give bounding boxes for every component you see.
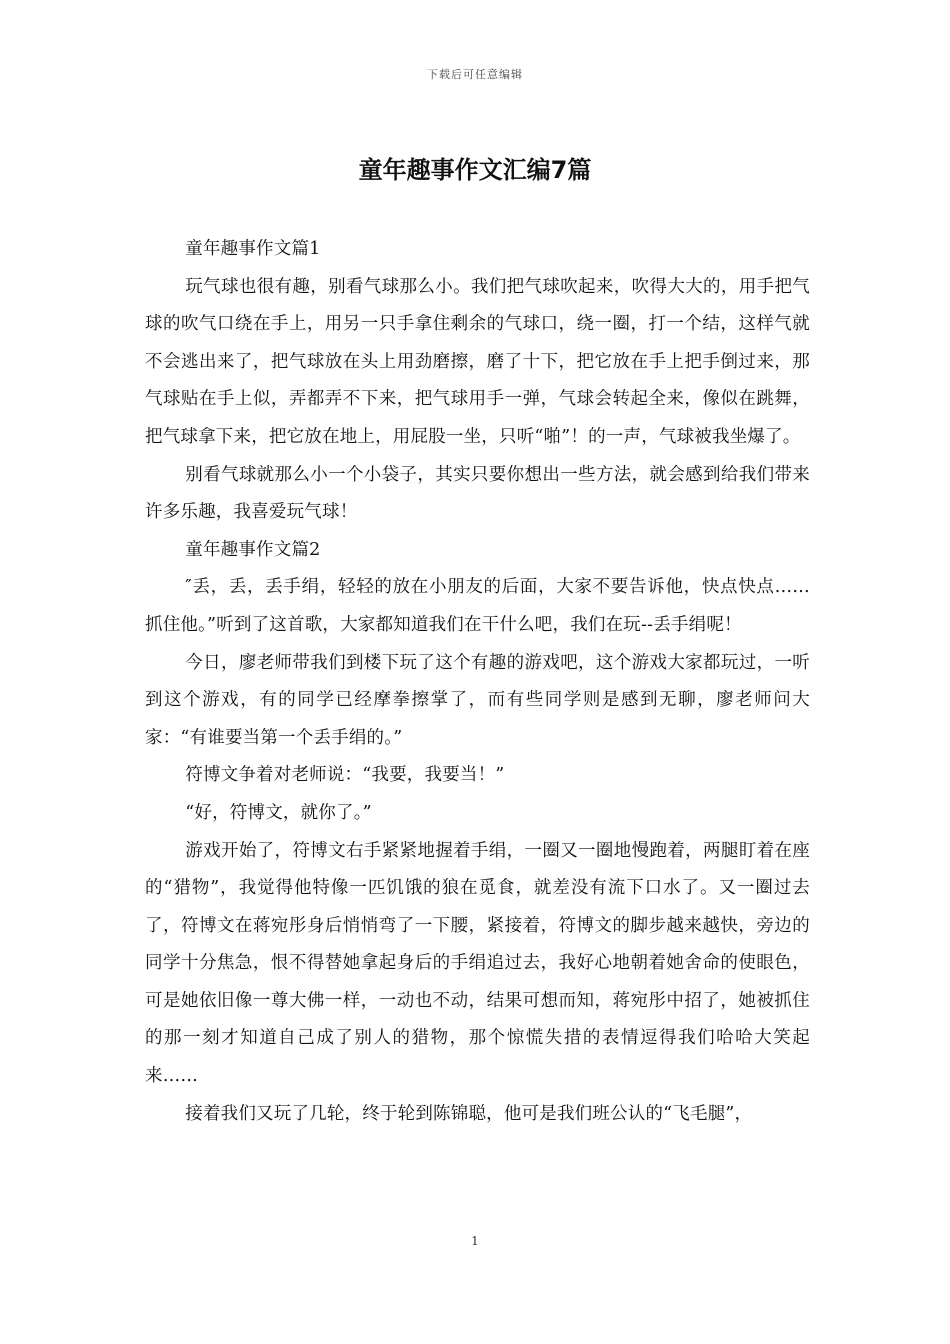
paragraph: ″丢，丢，丢手绢，轻轻的放在小朋友的后面，大家不要告诉他，快点快点……抓住他。”听到了这首歌，大家都知道我们在干什么吧，我们在玩--丢手绢呢！: [145, 577, 810, 635]
header-note: 下载后可任意编辑: [427, 68, 523, 81]
document-body: [145, 231, 810, 1133]
page-number: 1: [471, 1234, 479, 1248]
section-heading-2: 童年趣事作文篇2: [185, 539, 321, 560]
paragraph: 玩气球也很有趣，别看气球那么小。我们把气球吹起来，吹得大大的，用手把气球的吹气口绕在手上，用另一只手拿住剩余的气球口，绕一圈，打一个结，这样气就不会逃出来了，把气球放在头上用劲磨擦，磨了十下，把它放在手上把手倒过来，那气球贴在手上似，弄都弄不下来，把气球用手一弹，气球会转起全来，像似在跳舞，把气球拿下来，把它放在地上，用屁股一坐，只听“啪”！的一声，气球被我坐爆了。: [145, 276, 810, 447]
paragraph: 符博文争着对老师说：“我要，我要当！”: [185, 765, 505, 786]
document-title: 童年趣事作文汇编7篇: [358, 156, 592, 184]
paragraph: 接着我们又玩了几轮，终于轮到陈锦聪，他可是我们班公认的“飞毛腿”，: [185, 1103, 753, 1124]
paragraph: 今日，廖老师带我们到楼下玩了这个有趣的游戏吧，这个游戏大家都玩过，一听到这个游戏，有的同学已经摩拳擦掌了，而有些同学则是感到无聊，廖老师问大家：“有谁要当第一个丢手绢的。”: [145, 652, 810, 748]
paragraph: 游戏开始了，符博文右手紧紧地握着手绢，一圈又一圈地慢跑着，两腿盯着在座的“猎物”，我觉得他特像一匹饥饿的狼在觅食，就差没有流下口水了。又一圈过去了，符博文在蒋宛彤身后悄悄弯了一下腰，紧接着，符博文的脚步越来越快，旁边的同学十分焦急，恨不得替她拿起身后的手绢追过去，我好心地朝着她舍命的使眼色，可是她依旧像一尊大佛一样，一动也不动，结果可想而知，蒋宛彤中招了，她被抓住的那一刻才知道自己成了别人的猎物，那个惊慌失措的表情逗得我们哈哈大笑起来……: [145, 840, 810, 1087]
paragraph: 别看气球就那么小一个小袋子，其实只要你想出一些方法，就会感到给我们带来许多乐趣，我喜爱玩气球！: [145, 464, 810, 523]
paragraph: “好，符博文，就你了。”: [185, 802, 372, 823]
section-heading-1: 童年趣事作文篇1: [185, 239, 321, 259]
